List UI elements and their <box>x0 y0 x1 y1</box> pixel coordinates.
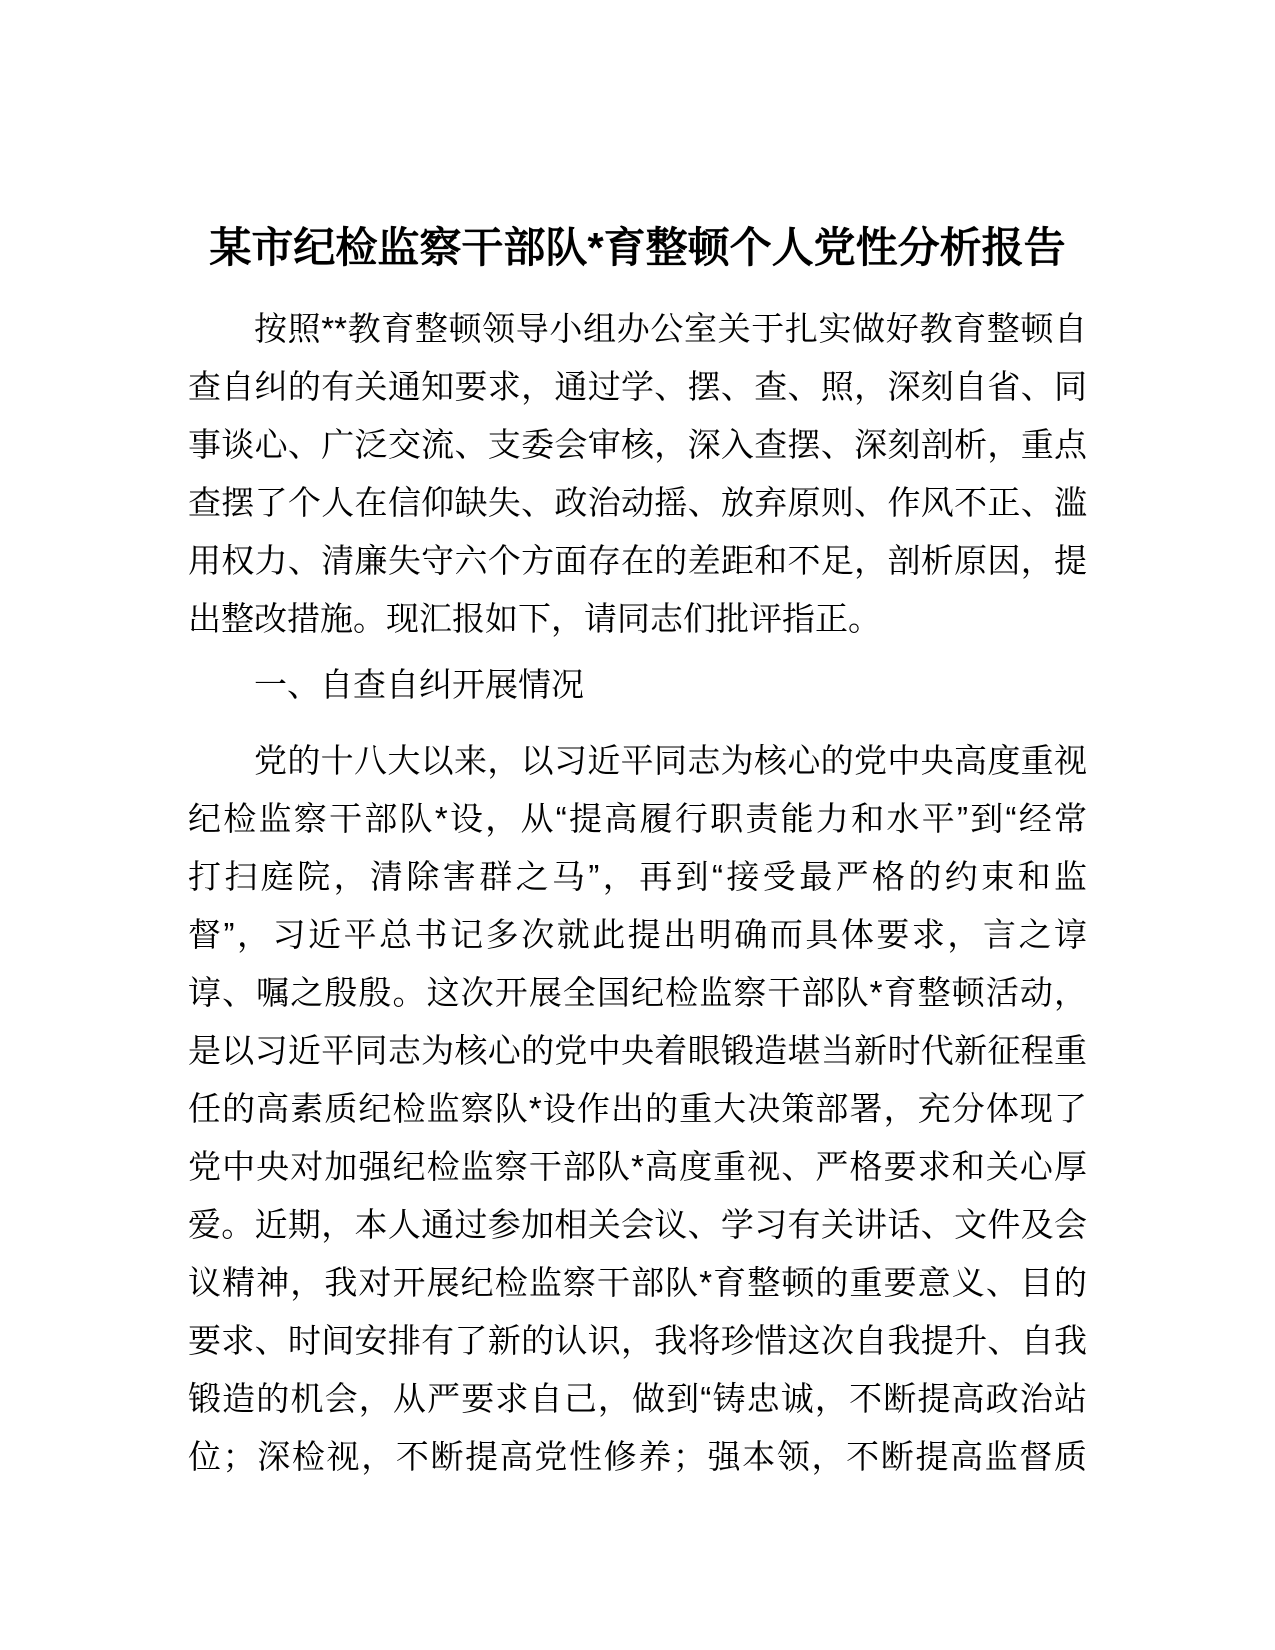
body-line: 打扫庭院，清除害群之马”，再到“接受最严格的约束和监 <box>188 858 1087 895</box>
body-line: 纪检监察干部队*设，从“提高履行职责能力和水平”到“经常 <box>188 800 1087 837</box>
body-line: 位；深检视，不断提高党性修养；强本领，不断提高监督质 <box>188 1438 1087 1475</box>
body-line: 党中央对加强纪检监察干部队*高度重视、严格要求和关心厚 <box>188 1148 1087 1185</box>
body-line: 查摆了个人在信仰缺失、政治动摇、放弃原则、作风不正、滥 <box>188 484 1087 521</box>
body-paragraph <box>188 300 1087 648</box>
section-heading: 一、自查自纠开展情况 <box>254 666 584 703</box>
body-line: 查自纠的有关通知要求，通过学、摆、查、照，深刻自省、同 <box>188 368 1087 405</box>
body-line: 用权力、清廉失守六个方面存在的差距和不足，剖析原因，提 <box>188 542 1087 579</box>
document-body <box>188 300 1087 1486</box>
body-line: 出整改措施。现汇报如下，请同志们批评指正。 <box>188 600 881 637</box>
body-line: 督”，习近平总书记多次就此提出明确而具体要求，言之谆 <box>188 916 1087 953</box>
body-line: 按照**教育整顿领导小组办公室关于扎实做好教育整顿自 <box>254 310 1087 347</box>
body-line: 党的十八大以来，以习近平同志为核心的党中央高度重视 <box>254 742 1087 779</box>
body-line: 锻造的机会，从严要求自己，做到“铸忠诚，不断提高政治站 <box>188 1380 1087 1417</box>
body-line: 谆、嘱之殷殷。这次开展全国纪检监察干部队*育整顿活动， <box>188 974 1087 1011</box>
body-line: 议精神，我对开展纪检监察干部队*育整顿的重要意义、目的 <box>188 1264 1087 1301</box>
body-line: 事谈心、广泛交流、支委会审核，深入查摆、深刻剖析，重点 <box>188 426 1087 463</box>
body-paragraph <box>188 732 1087 1486</box>
body-line: 爱。近期，本人通过参加相关会议、学习有关讲话、文件及会 <box>188 1206 1087 1243</box>
document-title: 某市纪检监察干部队*育整顿个人党性分析报告 <box>209 224 1066 271</box>
body-line: 要求、时间安排有了新的认识，我将珍惜这次自我提升、自我 <box>188 1322 1087 1359</box>
body-line: 任的高素质纪检监察队*设作出的重大决策部署，充分体现了 <box>188 1090 1087 1127</box>
body-line: 是以习近平同志为核心的党中央着眼锻造堪当新时代新征程重 <box>188 1032 1087 1069</box>
